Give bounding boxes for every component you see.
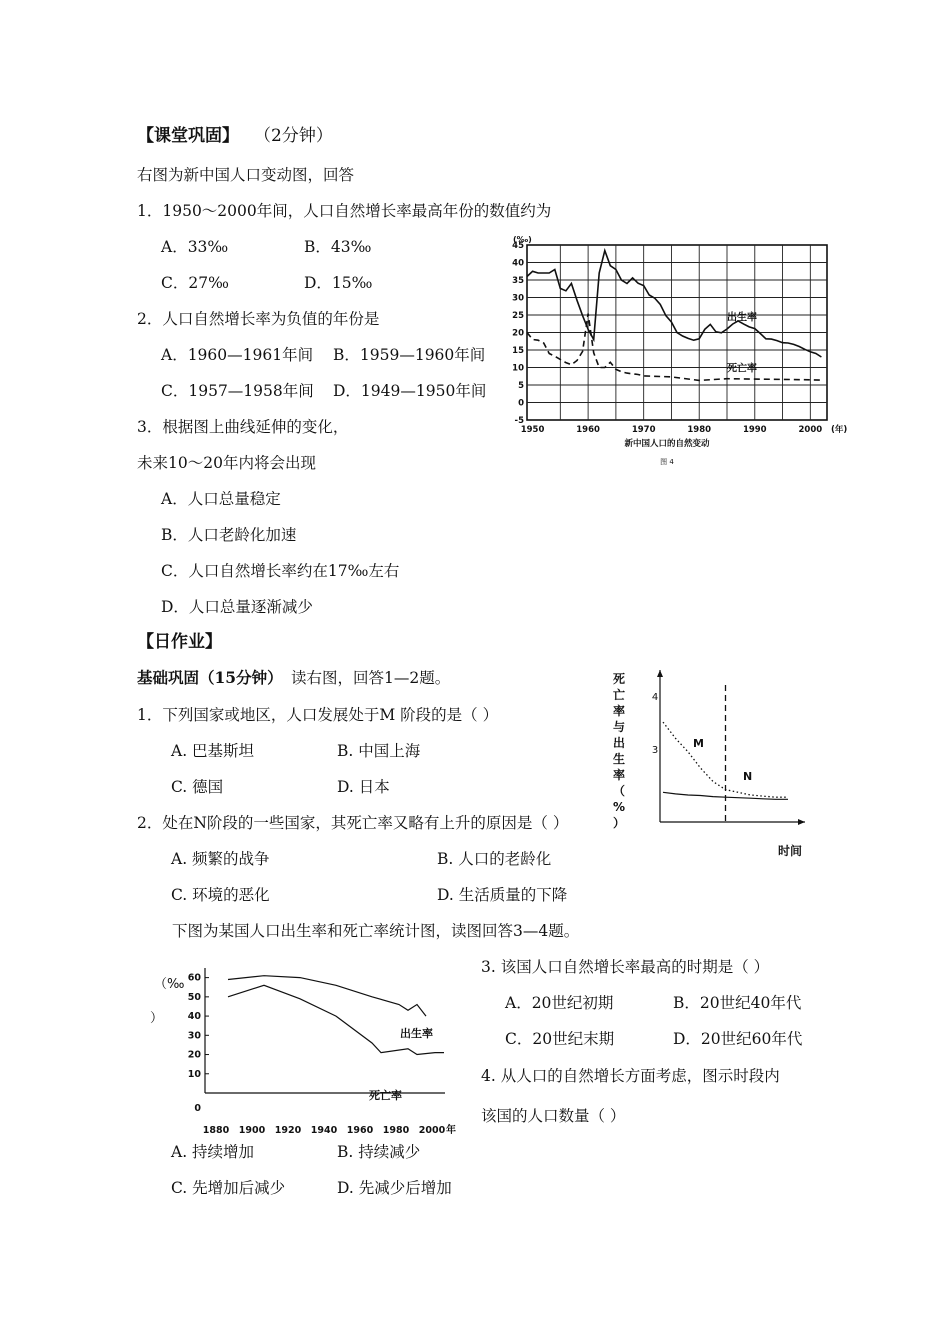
option-c: C. 环境的恶化 bbox=[171, 886, 270, 904]
y-tick-label: 40 bbox=[187, 1011, 201, 1023]
y-axis-label-char: 与 bbox=[612, 720, 626, 734]
x-tick-label: 1980 bbox=[382, 1125, 410, 1136]
y-tick-label: 4 bbox=[651, 692, 659, 703]
x-axis-unit: 年 bbox=[446, 1125, 456, 1136]
option-a: A．人口总量稳定 bbox=[161, 490, 281, 508]
y-axis-unit-close: ） bbox=[150, 1011, 164, 1026]
y-tick-label: 20 bbox=[187, 1049, 201, 1061]
y-tick-label: 50 bbox=[187, 991, 201, 1003]
y-tick-label: 60 bbox=[187, 972, 201, 984]
option-d: D．15‰ bbox=[304, 274, 373, 292]
option-a: A．33‰ bbox=[161, 238, 229, 256]
option-d: D. 日本 bbox=[337, 778, 390, 796]
stage-n-label: N bbox=[743, 770, 753, 783]
y-tick-label: 5 bbox=[518, 381, 524, 391]
y-axis-label-char: （ bbox=[612, 784, 626, 798]
y-tick-label: 35 bbox=[512, 276, 524, 286]
intro-3-4: 下图为某国人口出生率和死亡率统计图，读图回答3—4题。 bbox=[172, 922, 580, 940]
basic-text: 读右图，回答1—2题。 bbox=[291, 669, 451, 687]
death-rate-label: 死亡率 bbox=[727, 363, 757, 375]
option-a: A. 巴基斯坦 bbox=[171, 742, 255, 760]
y-axis-label-char: % bbox=[612, 800, 626, 814]
y-tick-label: 15 bbox=[512, 346, 524, 356]
option-d: D. 生活质量的下降 bbox=[437, 886, 568, 904]
option-c: C. 先增加后减少 bbox=[171, 1179, 286, 1197]
x-tick-label: 2000 bbox=[798, 425, 823, 435]
option-c: C．27‰ bbox=[161, 274, 229, 292]
x-tick-label: 1980 bbox=[687, 425, 712, 435]
chart-caption: 图 4 bbox=[660, 458, 674, 466]
option-c: C．1957—1958年间 bbox=[161, 382, 314, 400]
death-rate-label: 死亡率 bbox=[369, 1089, 402, 1102]
question-4: 4. 从人口的自然增长方面考虑，图示时段内 bbox=[481, 1067, 780, 1085]
x-tick-label: 1970 bbox=[631, 425, 656, 435]
option-a: A．20世纪初期 bbox=[505, 994, 614, 1012]
x-tick-label: 1960 bbox=[576, 425, 600, 435]
y-tick-label: 10 bbox=[187, 1068, 201, 1080]
y-tick-label: 0 bbox=[518, 398, 524, 409]
section-time: （2分钟） bbox=[254, 126, 333, 146]
option-d: D. 先减少后增加 bbox=[337, 1179, 452, 1197]
x-tick-label: 2000 bbox=[418, 1125, 446, 1136]
x-tick-label: 1940 bbox=[310, 1125, 338, 1136]
x-tick-label: 1920 bbox=[274, 1125, 302, 1136]
y-axis-label-char: 出 bbox=[612, 736, 626, 750]
option-c: C. 德国 bbox=[171, 778, 224, 796]
chart-title: 新中国人口的自然变动 bbox=[624, 439, 710, 449]
death-rate-line bbox=[527, 314, 821, 381]
x-tick-label: 1880 bbox=[202, 1125, 230, 1136]
y-tick-label: 10 bbox=[512, 363, 524, 374]
x-axis-unit: (年) bbox=[831, 425, 848, 435]
basic-label: 基础巩固（15分钟） bbox=[137, 668, 283, 687]
y-axis-label-char: 生 bbox=[612, 752, 626, 766]
y-axis-arrow bbox=[657, 670, 663, 677]
transition-stage-chart bbox=[605, 665, 820, 865]
option-c: C．20世纪末期 bbox=[505, 1030, 615, 1048]
question-3: 3．根据图上曲线延伸的变化， bbox=[137, 418, 349, 436]
option-b: B. 中国上海 bbox=[337, 742, 421, 760]
y-tick-label: 30 bbox=[187, 1030, 201, 1042]
x-axis-label: 时间 bbox=[777, 844, 803, 858]
y-axis-label-char: 亡 bbox=[612, 688, 626, 702]
x-axis-arrow bbox=[798, 819, 805, 825]
y-axis-label-char: ） bbox=[612, 816, 626, 830]
death-rate-line bbox=[228, 985, 444, 1054]
y-tick-label: 30 bbox=[512, 293, 524, 304]
birth-rate-line bbox=[228, 976, 426, 1016]
option-b: B. 持续减少 bbox=[337, 1143, 421, 1161]
option-b: B．人口老龄化加速 bbox=[161, 526, 297, 544]
population-change-chart bbox=[505, 230, 865, 470]
birth-rate-label: 出生率 bbox=[727, 312, 757, 324]
question-2: 2．人口自然增长率为负值的年份是 bbox=[137, 310, 380, 328]
y-tick-label: -5 bbox=[514, 416, 524, 426]
option-b: B．1959—1960年间 bbox=[333, 346, 486, 364]
option-a: A. 频繁的战争 bbox=[171, 850, 270, 868]
birth-death-rate-chart bbox=[150, 960, 460, 1140]
section-title-homework: 【日作业】 bbox=[137, 632, 222, 652]
option-d: D．1949—1950年间 bbox=[333, 382, 487, 400]
y-tick-label: 0 bbox=[194, 1103, 201, 1114]
question-3: 3. 该国人口自然增长率最高的时期是（ ） bbox=[481, 958, 770, 976]
birth-rate-line bbox=[527, 251, 821, 357]
x-tick-label: 1990 bbox=[742, 425, 767, 435]
y-tick-label: 40 bbox=[512, 258, 524, 269]
y-axis-label-char: 率 bbox=[612, 768, 626, 782]
option-b: B．20世纪40年代 bbox=[673, 994, 802, 1012]
x-tick-label: 1950 bbox=[520, 425, 545, 435]
question-1: 1．下列国家或地区，人口发展处于M 阶段的是（ ） bbox=[137, 706, 499, 724]
section-title-classroom: 【课堂巩固】 bbox=[137, 126, 239, 146]
y-axis-label-char: 死 bbox=[612, 672, 626, 686]
question-2: 2．处在N阶段的一些国家，其死亡率又略有上升的原因是（ ） bbox=[137, 814, 569, 832]
birth-rate-label: 出生率 bbox=[400, 1027, 433, 1040]
option-b: B．43‰ bbox=[304, 238, 372, 256]
option-b: B. 人口的老龄化 bbox=[437, 850, 552, 868]
stage-m-label: M bbox=[693, 737, 704, 750]
y-tick-label: 25 bbox=[512, 311, 524, 321]
option-d: D．人口总量逐渐减少 bbox=[161, 598, 313, 616]
y-axis-unit: (‰) bbox=[513, 235, 532, 244]
option-a: A. 持续增加 bbox=[171, 1143, 255, 1161]
y-tick-label: 45 bbox=[512, 241, 524, 251]
y-axis-label-char: 率 bbox=[612, 704, 626, 718]
y-axis-unit: （‰ bbox=[154, 977, 185, 992]
option-c: C．人口自然增长率约在17‰左右 bbox=[161, 562, 400, 580]
x-tick-label: 1900 bbox=[238, 1125, 266, 1136]
intro-text: 右图为新中国人口变动图，回答 bbox=[137, 166, 355, 184]
x-tick-label: 1960 bbox=[346, 1125, 374, 1136]
y-tick-label: 20 bbox=[512, 328, 524, 339]
question-1: 1．1950～2000年间，人口自然增长率最高年份的数值约为 bbox=[137, 202, 552, 220]
y-tick-label: 3 bbox=[651, 745, 659, 756]
question-4-cont: 该国的人口数量（ ） bbox=[481, 1107, 626, 1125]
option-a: A．1960—1961年间 bbox=[161, 346, 314, 364]
question-3-cont: 未来10～20年内将会出现 bbox=[137, 454, 316, 472]
option-d: D．20世纪60年代 bbox=[673, 1030, 803, 1048]
